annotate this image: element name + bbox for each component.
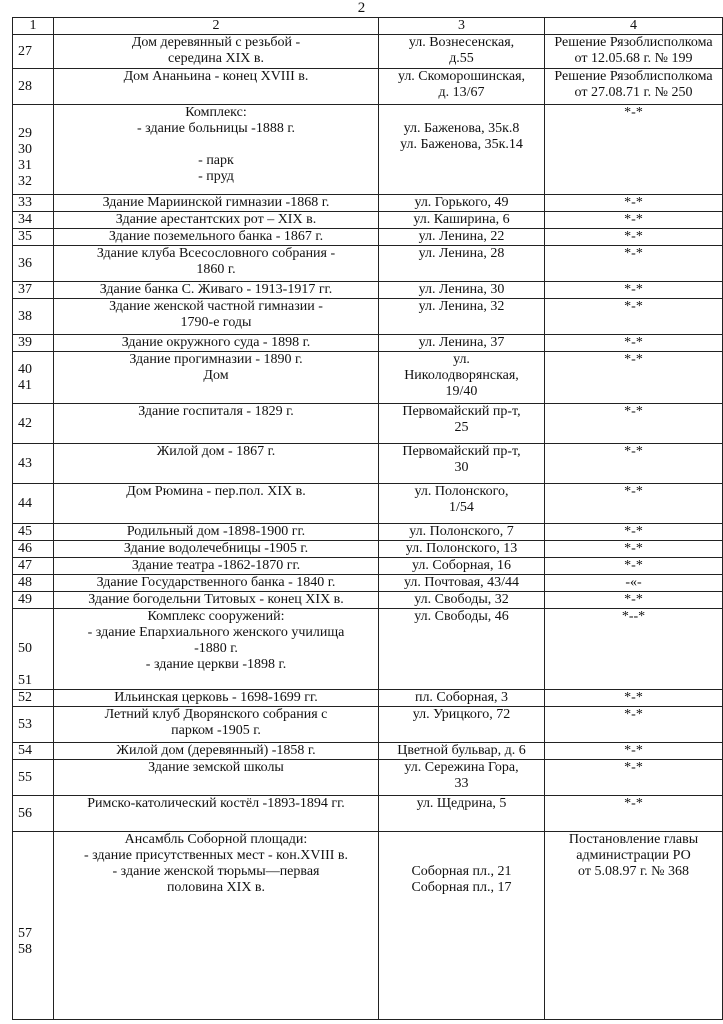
object-name-cell (54, 592, 379, 609)
address-line: ул. Вознесенская, (408, 35, 515, 50)
row-number-cell (13, 282, 54, 299)
object-name-line: -1880 г. (194, 641, 238, 656)
row-number-line: 50 (18, 641, 32, 656)
document-ref-cell (545, 609, 723, 690)
address-cell (379, 592, 545, 609)
table-row (13, 229, 723, 246)
document-ref-line: *-* (624, 743, 643, 758)
document-ref-cell (545, 707, 723, 743)
row-number-cell (13, 796, 54, 832)
document-ref-cell (545, 105, 723, 195)
address-line: ул. Соборная, 16 (412, 558, 511, 573)
row-number-cell (13, 743, 54, 760)
object-name-cell (54, 195, 379, 212)
object-name-cell (54, 541, 379, 558)
address-line: ул. Щедрина, 5 (416, 796, 507, 811)
address-line: ул. Полонского, 13 (405, 541, 518, 556)
address-line: пл. Соборная, 3 (414, 690, 509, 705)
address-cell (379, 195, 545, 212)
document-ref-line: Постановление главы (568, 832, 699, 847)
row-number-line (16, 657, 50, 673)
object-name-line: Дом деревянный с резьбой - (131, 35, 301, 50)
address-cell (379, 212, 545, 229)
address-cell (379, 246, 545, 282)
address-cell (379, 484, 545, 524)
row-number-line: 45 (18, 524, 32, 539)
row-number-cell (13, 575, 54, 592)
table-row (13, 832, 723, 1020)
row-number-cell (13, 558, 54, 575)
row-number-line (16, 609, 50, 625)
table-row (13, 558, 723, 575)
row-number-line: 49 (18, 592, 32, 607)
row-number-line: 53 (18, 716, 32, 732)
table-row (13, 524, 723, 541)
address-line: ул. Горького, 49 (414, 195, 509, 210)
object-name-line: 1860 г. (196, 262, 236, 277)
row-number-line: 36 (18, 255, 32, 271)
address-line: ул. (453, 352, 470, 367)
object-name-line: - здание больницы -1888 г. (137, 121, 295, 136)
row-number-cell (13, 707, 54, 743)
document-ref-line: от 5.08.97 г. № 368 (578, 864, 689, 879)
table-row (13, 105, 723, 195)
document-ref-cell (545, 195, 723, 212)
row-number-cell (13, 444, 54, 484)
document-ref-line: администрации РО (576, 848, 691, 863)
object-name-line: середина XIX в. (168, 51, 264, 66)
document-ref-cell (545, 282, 723, 299)
address-line: 33 (454, 776, 469, 791)
row-number-cell (13, 246, 54, 282)
object-name-line: - парк (198, 153, 234, 168)
address-line (382, 832, 541, 848)
document-ref-line: *-* (624, 352, 643, 367)
object-name-line: Дом Ананьина - конец XVIII в. (123, 69, 309, 84)
object-name-cell (54, 444, 379, 484)
table-row (13, 69, 723, 105)
row-number-line: 43 (18, 455, 32, 471)
address-line: ул. Урицкого, 72 (412, 707, 511, 722)
table-row (13, 484, 723, 524)
address-line (382, 169, 541, 185)
document-ref-cell (545, 760, 723, 796)
address-cell (379, 760, 545, 796)
address-cell (379, 796, 545, 832)
document-ref-cell (545, 743, 723, 760)
document-ref-line: *-* (624, 484, 643, 499)
row-number-line: 46 (18, 541, 32, 556)
row-number-cell (13, 609, 54, 690)
object-name-line: Здание госпиталя - 1829 г. (138, 404, 294, 419)
document-ref-line: *-* (624, 524, 643, 539)
row-number-line: 51 (18, 673, 32, 688)
address-line: ул. Свободы, 32 (414, 592, 509, 607)
row-number-cell (13, 212, 54, 229)
object-name-line: парком -1905 г. (171, 723, 261, 738)
document-ref-line: *-* (624, 796, 643, 811)
address-line: Соборная пл., 21 (411, 864, 512, 879)
row-number-cell (13, 105, 54, 195)
address-cell (379, 35, 545, 69)
object-name-cell (54, 212, 379, 229)
address-line: ул. Свободы, 46 (414, 609, 509, 624)
object-name-line: 1790-е годы (180, 315, 252, 330)
address-line: д. 13/67 (438, 85, 485, 100)
object-name-line: Здание земской школы (148, 760, 284, 775)
table-row (13, 195, 723, 212)
row-number-cell (13, 541, 54, 558)
table-row (13, 444, 723, 484)
row-number-cell (13, 69, 54, 105)
object-name-line: Здание арестантских рот – XIX в. (115, 212, 317, 227)
object-name-line: Здание прогимназии - 1890 г. (129, 352, 303, 367)
address-line: 19/40 (445, 384, 478, 399)
address-cell (379, 707, 545, 743)
object-name-line: Родильный дом -1898-1900 гг. (126, 524, 306, 539)
row-number-cell (13, 35, 54, 69)
object-name-cell (54, 282, 379, 299)
table-row (13, 796, 723, 832)
header-col-1: 1 (13, 18, 54, 35)
address-line: 1/54 (449, 500, 474, 515)
object-name-line: - здание присутственных мест - кон.XVIII в. (83, 848, 349, 863)
document-ref-cell (545, 404, 723, 444)
table-row (13, 707, 723, 743)
document-ref-cell (545, 541, 723, 558)
address-line: ул. Почтовая, 43/44 (403, 575, 520, 590)
page-number: 2 (357, 0, 366, 16)
address-cell (379, 69, 545, 105)
row-number-line: 58 (18, 941, 32, 957)
header-col-3: 3 (379, 18, 545, 35)
row-number-line: 54 (18, 743, 32, 758)
address-cell (379, 690, 545, 707)
table-row (13, 335, 723, 352)
row-number-line: 28 (18, 78, 32, 94)
object-name-cell (54, 609, 379, 690)
document-ref-cell (545, 299, 723, 335)
document-ref-cell (545, 592, 723, 609)
object-name-cell (54, 484, 379, 524)
object-name-cell (54, 832, 379, 1020)
table-row (13, 212, 723, 229)
object-name-line: Здание Мариинской гимназии -1868 г. (102, 195, 330, 210)
table-row (13, 760, 723, 796)
address-line: 30 (454, 460, 469, 475)
object-name-cell (54, 69, 379, 105)
address-line (382, 153, 541, 169)
object-name-line: Дом (203, 368, 229, 383)
row-number-cell (13, 404, 54, 444)
object-name-line: Здание поземельного банка - 1867 г. (108, 229, 324, 244)
table-row (13, 541, 723, 558)
object-name-line: Здание женской частной гимназии - (109, 299, 323, 314)
object-name-cell (54, 335, 379, 352)
address-line: ул. Ленина, 32 (418, 299, 505, 314)
table-row (13, 282, 723, 299)
object-name-line: - здание церкви -1898 г. (145, 657, 287, 672)
document-ref-line: *-* (624, 335, 643, 350)
row-number-line: 47 (18, 558, 32, 573)
address-line: ул. Ленина, 22 (418, 229, 505, 244)
document-ref-line: *--* (621, 609, 646, 624)
row-number-cell (13, 760, 54, 796)
address-cell (379, 404, 545, 444)
address-line: ул. Ленина, 37 (418, 335, 505, 350)
row-number-line: 27 (18, 43, 32, 59)
document-ref-cell (545, 352, 723, 404)
address-line: Первомайский пр-т, (402, 444, 521, 459)
row-number-line: 56 (18, 805, 32, 821)
row-number-line (16, 894, 50, 910)
document-ref-cell (545, 558, 723, 575)
document-ref-line: -«- (625, 575, 642, 590)
row-number-line: 29 (18, 125, 32, 141)
row-number-line: 35 (18, 229, 32, 244)
document-ref-cell (545, 832, 723, 1020)
object-name-cell (54, 690, 379, 707)
document-ref-cell (545, 69, 723, 105)
address-cell (379, 743, 545, 760)
row-number-line: 31 (18, 157, 32, 173)
object-name-cell (54, 229, 379, 246)
row-number-cell (13, 524, 54, 541)
document-ref-line: *-* (624, 707, 643, 722)
address-cell (379, 105, 545, 195)
row-number-line: 32 (18, 173, 32, 189)
object-name-line: половина XIX в. (166, 880, 266, 895)
document-ref-cell (545, 524, 723, 541)
object-name-line: - пруд (198, 169, 234, 184)
address-cell (379, 282, 545, 299)
document-ref-line: *-* (624, 592, 643, 607)
table-row (13, 299, 723, 335)
object-name-cell (54, 796, 379, 832)
address-cell (379, 575, 545, 592)
address-line: ул. Сережина Гора, (404, 760, 519, 775)
table-row (13, 246, 723, 282)
table-row (13, 575, 723, 592)
document-ref-cell (545, 35, 723, 69)
object-name-line: Комплекс: (185, 105, 247, 120)
document-ref-line: Решение Рязоблисполкома (554, 35, 713, 50)
table-row (13, 609, 723, 690)
address-cell (379, 558, 545, 575)
document-ref-line: от 27.08.71 г. № 250 (574, 85, 693, 100)
row-number-line: 33 (18, 195, 32, 210)
object-name-line: Здание банка С. Живаго - 1913-1917 гг. (99, 282, 333, 297)
document-ref-cell (545, 246, 723, 282)
document-ref-line: *-* (624, 229, 643, 244)
address-cell (379, 524, 545, 541)
object-name-line (57, 137, 375, 153)
table-row (13, 404, 723, 444)
object-name-line: Жилой дом - 1867 г. (156, 444, 276, 459)
header-col-2: 2 (54, 18, 379, 35)
address-cell (379, 335, 545, 352)
row-number-line: 34 (18, 212, 32, 227)
document-ref-line: *-* (624, 558, 643, 573)
row-number-line: 41 (18, 377, 32, 393)
object-name-line: - здание Епархиального женского училища (87, 625, 345, 640)
row-number-cell (13, 229, 54, 246)
row-number-line: 52 (18, 690, 32, 705)
document-ref-line: от 12.05.68 г. № 199 (574, 51, 693, 66)
address-line: ул. Полонского, (414, 484, 509, 499)
object-name-cell (54, 352, 379, 404)
address-cell (379, 229, 545, 246)
address-cell (379, 352, 545, 404)
object-name-line: Здание театра -1862-1870 гг. (131, 558, 301, 573)
row-number-cell (13, 352, 54, 404)
row-number-cell (13, 592, 54, 609)
object-name-cell (54, 246, 379, 282)
object-name-line: Здание Государственного банка - 1840 г. (96, 575, 336, 590)
address-line: Соборная пл., 17 (411, 880, 512, 895)
address-cell (379, 609, 545, 690)
table-row (13, 352, 723, 404)
document-ref-cell (545, 444, 723, 484)
row-number-line: 48 (18, 575, 32, 590)
row-number-line: 55 (18, 769, 32, 785)
row-number-cell (13, 832, 54, 1020)
document-ref-cell (545, 690, 723, 707)
address-cell (379, 444, 545, 484)
document-ref-cell (545, 212, 723, 229)
document-ref-line: *-* (624, 404, 643, 419)
address-line: Николодворянская, (404, 368, 519, 383)
address-cell (379, 541, 545, 558)
header-col-4: 4 (545, 18, 723, 35)
object-name-line: Здание водолечебницы -1905 г. (123, 541, 309, 556)
document-ref-line: *-* (624, 212, 643, 227)
object-name-cell (54, 35, 379, 69)
object-name-line: Римско-католический костёл -1893-1894 гг. (87, 796, 345, 811)
document-ref-line: *-* (624, 195, 643, 210)
document-ref-line: *-* (624, 246, 643, 261)
row-number-line: 44 (18, 495, 32, 511)
address-cell (379, 299, 545, 335)
object-name-line: Ансамбль Соборной площади: (124, 832, 308, 847)
monuments-table (12, 17, 723, 1020)
object-name-cell (54, 760, 379, 796)
table-row (13, 35, 723, 69)
document-ref-line: *-* (624, 760, 643, 775)
document-ref-cell (545, 575, 723, 592)
object-name-cell (54, 558, 379, 575)
document-ref-line: *-* (624, 690, 643, 705)
address-line: Цветной бульвар, д. 6 (397, 743, 526, 758)
address-line (382, 848, 541, 864)
document-ref-line: Решение Рязоблисполкома (554, 69, 713, 84)
row-number-cell (13, 299, 54, 335)
address-line: ул. Ленина, 30 (418, 282, 505, 297)
header-row (13, 18, 723, 35)
document-ref-cell (545, 484, 723, 524)
address-line: ул. Баженова, 35к.14 (400, 137, 523, 152)
row-number-cell (13, 690, 54, 707)
row-number-cell (13, 484, 54, 524)
document-ref-cell (545, 796, 723, 832)
table-row (13, 743, 723, 760)
row-number-cell (13, 195, 54, 212)
document-ref-line: *-* (624, 541, 643, 556)
object-name-line: Комплекс сооружений: (147, 609, 285, 624)
address-cell (379, 832, 545, 1020)
address-line: ул. Баженова, 35к.8 (403, 121, 520, 136)
address-line: Первомайский пр-т, (402, 404, 521, 419)
object-name-cell (54, 707, 379, 743)
table-row (13, 690, 723, 707)
object-name-line: Летний клуб Дворянского собрания с (104, 707, 328, 722)
object-name-line: Дом Рюмина - пер.пол. XIX в. (126, 484, 306, 499)
address-line (382, 105, 541, 121)
document-ref-line: *-* (624, 105, 643, 120)
object-name-line: Здание богодельни Титовых - конец XIX в. (88, 592, 344, 607)
row-number-line: 38 (18, 308, 32, 324)
object-name-cell (54, 404, 379, 444)
document-ref-line: *-* (624, 444, 643, 459)
address-line: ул. Каширина, 6 (413, 212, 510, 227)
object-name-cell (54, 743, 379, 760)
row-number-line: 40 (18, 361, 32, 377)
object-name-cell (54, 299, 379, 335)
row-number-cell (13, 335, 54, 352)
document-ref-line: *-* (624, 299, 643, 314)
row-number-line: 42 (18, 415, 32, 431)
row-number-line: 57 (18, 925, 32, 941)
row-number-line: 37 (18, 282, 32, 297)
object-name-cell (54, 575, 379, 592)
document-ref-line: *-* (624, 282, 643, 297)
address-line: ул. Полонского, 7 (409, 524, 514, 539)
object-name-line: Ильинская церковь - 1698-1699 гг. (114, 690, 318, 705)
row-number-line (16, 910, 50, 926)
object-name-cell (54, 105, 379, 195)
object-name-line: Жилой дом (деревянный) -1858 г. (116, 743, 316, 758)
object-name-cell (54, 524, 379, 541)
row-number-line (16, 625, 50, 641)
object-name-line: - здание женской тюрьмы—первая (112, 864, 320, 879)
object-name-line: Здание клуба Всесословного собрания - (96, 246, 336, 261)
row-number-line (16, 110, 50, 126)
address-line: 25 (454, 420, 469, 435)
table-row (13, 592, 723, 609)
row-number-line: 39 (18, 335, 32, 350)
document-ref-cell (545, 229, 723, 246)
address-line: ул. Скоморошинская, (397, 69, 526, 84)
address-line: ул. Ленина, 28 (418, 246, 505, 261)
row-number-line: 30 (18, 141, 32, 157)
address-line: д.55 (449, 51, 474, 66)
document-ref-cell (545, 335, 723, 352)
object-name-line: Здание окружного суда - 1898 г. (121, 335, 311, 350)
